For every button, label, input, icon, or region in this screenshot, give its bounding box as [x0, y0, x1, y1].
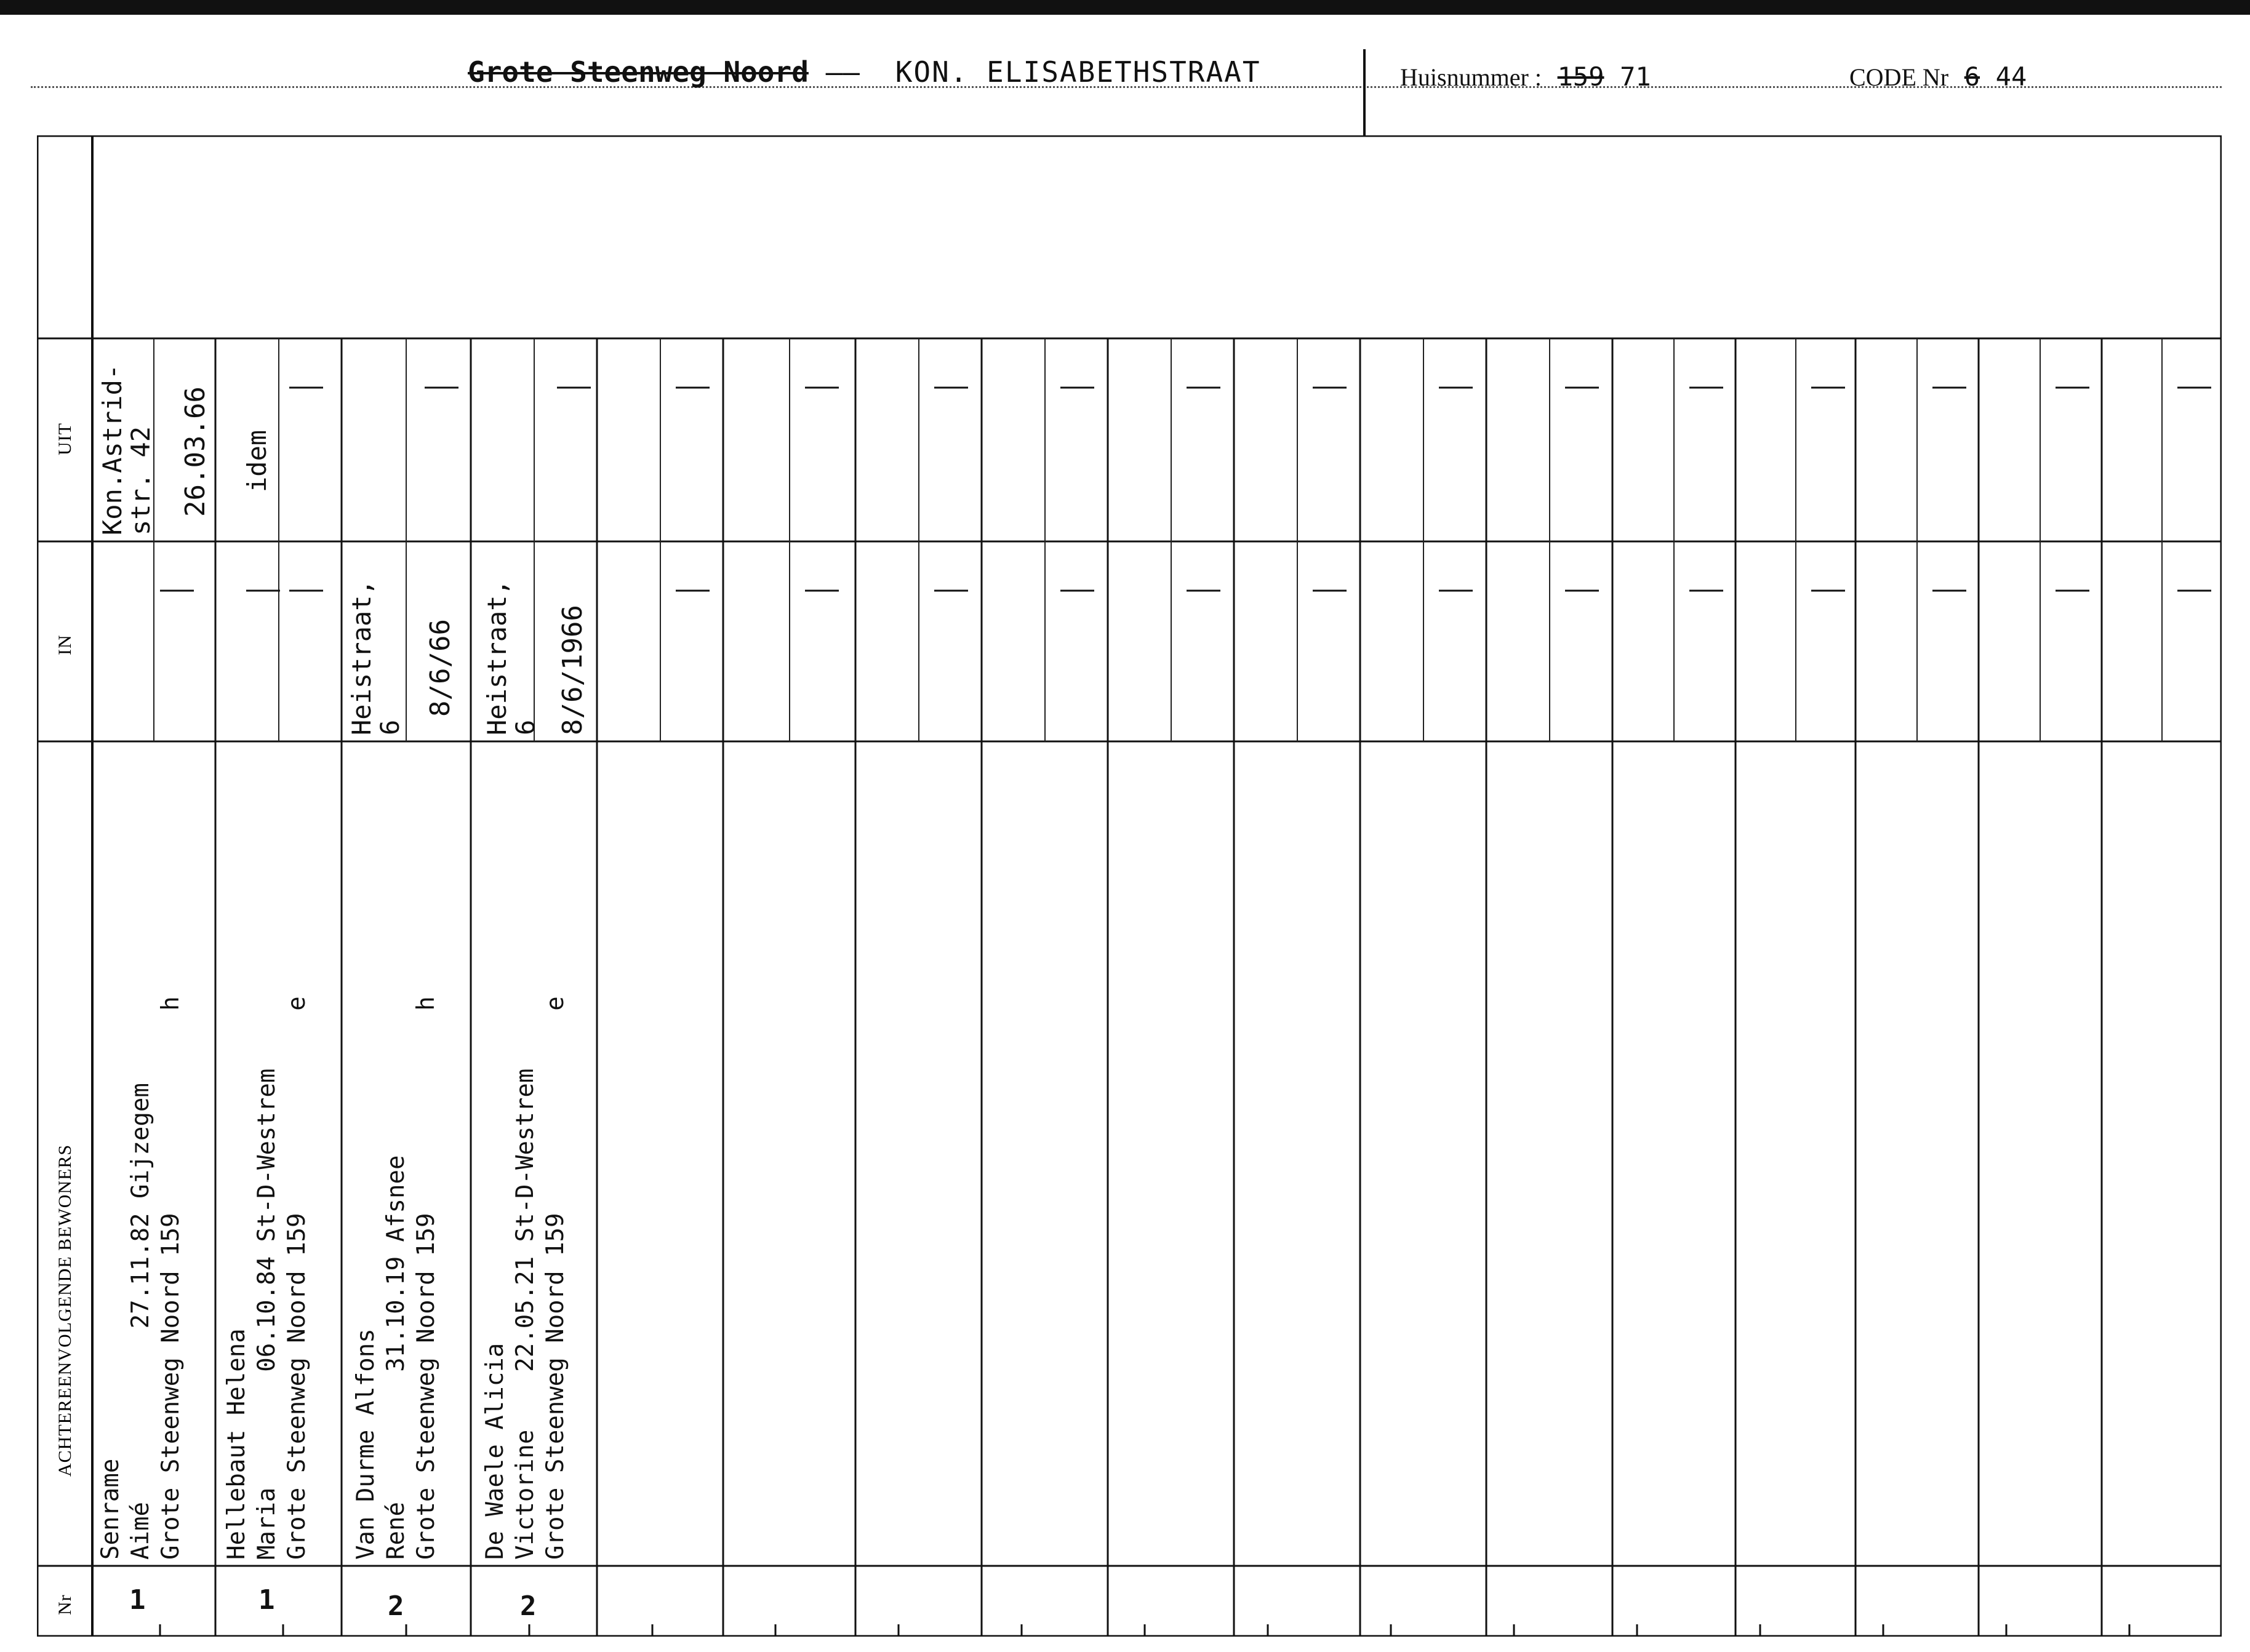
house-number-old: 159: [1557, 62, 1604, 92]
resident-name: Hellebaut Helena: [223, 1328, 250, 1560]
code-new: 44: [1995, 62, 2027, 92]
resident-name: Van Durme Alfons: [352, 1328, 380, 1560]
house-number-label: Huisnummer :: [1400, 63, 1542, 91]
uit-section-label: UIT: [55, 423, 75, 455]
resident-entry-1: [95, 996, 186, 1560]
strike-dash: ——: [825, 55, 860, 89]
header-separator: [1363, 49, 1366, 135]
in-date-3: 8/6/66: [425, 619, 456, 717]
resident-entry-2: [222, 996, 312, 1560]
resident-address: Grote Steenweg Noord 159 h: [412, 996, 440, 1560]
resident-name: De Waele Alicia: [481, 1343, 509, 1560]
residents-section-label: ACHTEREENVOLGENDE BEWONERS: [55, 1144, 75, 1477]
resident-birth: Aimé 27.11.82 Gijzegem: [127, 1083, 154, 1560]
code-label: CODE Nr: [1849, 63, 1949, 91]
in-section-label: IN: [55, 634, 75, 655]
resident-birth: René 31.10.19 Afsnee: [382, 1155, 410, 1560]
street-old: Grote Steenweg Noord: [468, 55, 809, 89]
resident-nr-2: 1: [258, 1584, 275, 1616]
scan-top-border: [0, 0, 2250, 15]
code-old: 6: [1964, 62, 1980, 92]
code-number: [1849, 62, 2027, 92]
resident-birth: Victorine 22.05.21 St-D-Westrem: [511, 1068, 539, 1560]
street-name: [468, 55, 1261, 89]
in-place-3: Heistraat, 6: [346, 580, 405, 735]
resident-entry-3: [351, 996, 441, 1560]
resident-address: Grote Steenweg Noord 159 e: [283, 996, 311, 1560]
uit-place-1: Kon.Astrid- str. 42: [97, 364, 156, 535]
uit-place-2: idem: [242, 429, 272, 492]
in-date-4: 8/6/1966: [557, 605, 588, 735]
column-rules: [154, 338, 2162, 1637]
resident-nr-4: 2: [520, 1590, 537, 1622]
nr-section-label: Nr: [55, 1594, 75, 1615]
street-new: KON. ELISABETHSTRAAT: [895, 55, 1261, 89]
resident-address: Grote Steenweg Noord 159 e: [542, 996, 569, 1560]
resident-nr-3: 2: [388, 1590, 404, 1622]
in-place-4: Heistraat, 6: [482, 580, 540, 735]
uit-date-1: 26.03.66: [180, 386, 211, 517]
resident-entry-4: [480, 996, 571, 1560]
resident-nr-1: 1: [129, 1584, 146, 1616]
house-number: [1400, 62, 1651, 92]
empty-dashes: [160, 388, 2211, 591]
resident-address: Grote Steenweg Noord 159 h: [157, 996, 185, 1560]
resident-birth: Maria 06.10.84 St-D-Westrem: [253, 1068, 281, 1560]
resident-name: Senrame: [97, 1458, 124, 1560]
house-number-new: 71: [1620, 62, 1651, 92]
